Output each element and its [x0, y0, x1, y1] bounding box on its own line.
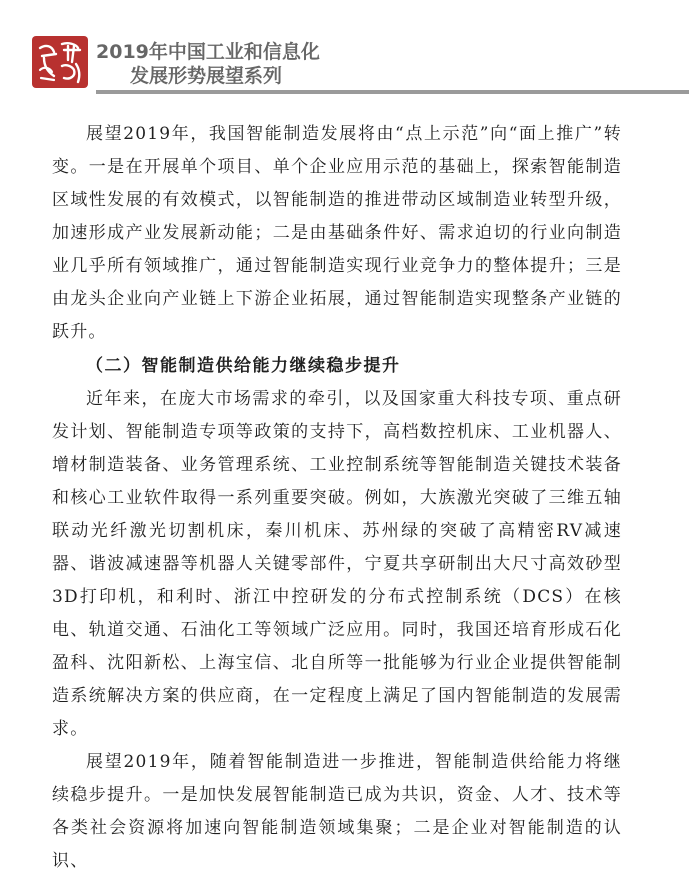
series-title-line-2: 发展形势展望系列: [130, 65, 283, 87]
paragraph-outlook-transition: 展望2019年，我国智能制造发展将由“点上示范”向“面上推广”转变。一是在开展单个项目、单个企业应用示范的基础上，探索智能制造区域性发展的有效模式，以智能制造的推进带动区域制造业转型升级，加速形成产业发展新动能；二是由基础条件好、需求迫切的行业向制造业几乎所有领域推广，通过智能制造实现行业竞争力的整体提升；三是由龙头企业向产业链上下游企业拓展，通过智能制造实现整条产业链的跃升。: [52, 124, 622, 342]
section-heading: （二）智能制造供给能力继续稳步提升: [86, 356, 401, 376]
header-divider: [96, 90, 689, 94]
paragraph-outlook-supply: 展望2019年，随着智能制造进一步推进，智能制造供给能力将继续稳步提升。一是加快发展智能制造已成为共识，资金、人才、技术等各类社会资源将加速向智能制造领域集聚；二是企业对智能制造的认识、: [52, 752, 622, 871]
page-header: [0, 0, 689, 110]
ccid-seal-logo: [32, 36, 88, 88]
seal-calligraphy-icon: [32, 36, 88, 88]
paragraph-supply-progress: 近年来，在庞大市场需求的牵引，以及国家重大科技专项、重点研发计划、智能制造专项等政策的支持下，高档数控机床、工业机器人、增材制造装备、业务管理系统、工业控制系统等智能制造关键技术装备和核心工业软件取得一系列重要突破。例如，大族激光突破了三维五轴联动光纤激光切割机床，秦川机床、苏州绿的突破了高精密RV减速器、谐波减速器等机器人关键零部件，宁夏共享研制出大尺寸高效砂型3D打印机，和利时、浙江中控研发的分布式控制系统（DCS）在核电、轨道交通、石油化工等领域广泛应用。同时，我国还培育形成石化盈科、沈阳新松、上海宝信、北自所等一批能够为行业企业提供智能制造系统解决方案的供应商，在一定程度上满足了国内智能制造的发展需求。: [52, 389, 622, 739]
series-title: [96, 40, 320, 88]
series-title-line-1: 2019年中国工业和信息化: [96, 41, 320, 63]
document-body: [52, 118, 622, 878]
